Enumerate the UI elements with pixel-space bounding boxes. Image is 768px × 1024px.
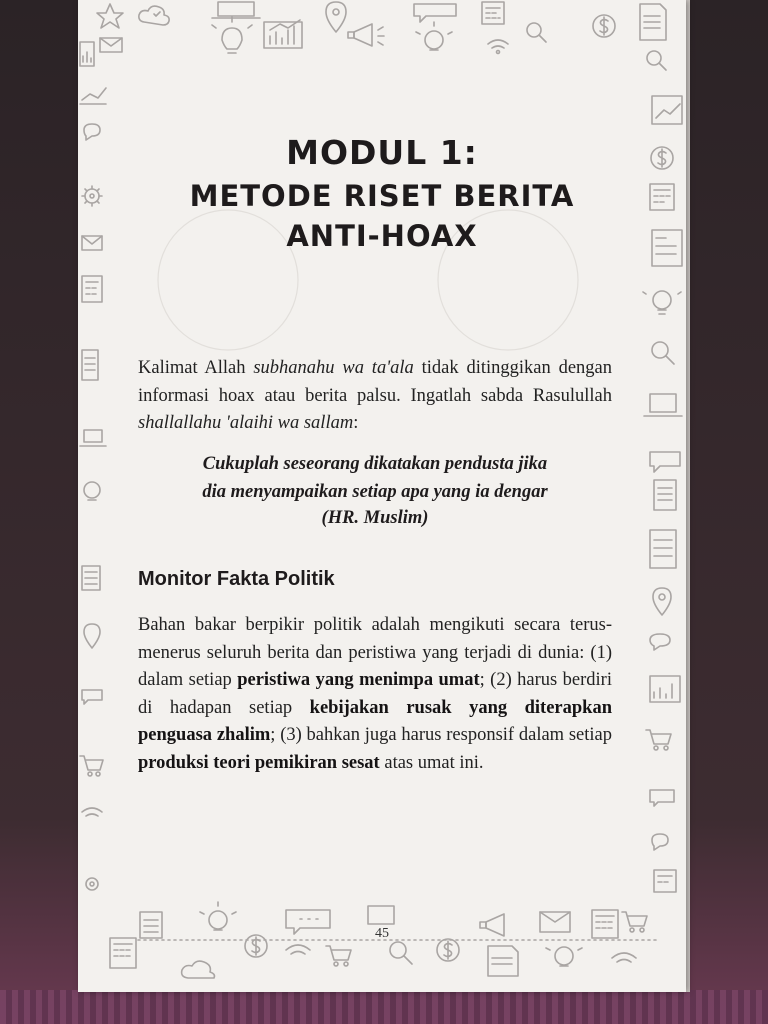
wifi-icon bbox=[488, 40, 508, 54]
quote-source: (HR. Muslim) bbox=[321, 508, 429, 528]
section-bold-3: produksi teori pemikiran sesat bbox=[138, 752, 380, 773]
cloud-icon bbox=[139, 6, 169, 25]
lightbulb-icon bbox=[643, 291, 681, 314]
document-icon bbox=[368, 906, 394, 924]
chart-icon bbox=[80, 42, 94, 66]
speech-bubble-icon bbox=[650, 634, 670, 650]
section-bold-1: peristiwa yang menimpa umat bbox=[237, 670, 480, 690]
gear-icon bbox=[86, 878, 98, 890]
magnifier-icon bbox=[652, 342, 674, 364]
magnifier-icon bbox=[647, 51, 666, 70]
wifi-icon bbox=[82, 808, 102, 816]
document-icon bbox=[650, 530, 676, 568]
intro-paragraph bbox=[138, 355, 612, 438]
book-page bbox=[78, 0, 686, 992]
chart-icon bbox=[264, 20, 302, 48]
quote-line-2: dia menyampaikan setiap apa yang ia dengar bbox=[202, 482, 548, 502]
intro-text-3: : bbox=[353, 413, 359, 433]
location-pin-icon bbox=[326, 2, 346, 32]
laptop-icon bbox=[80, 430, 106, 446]
dollar-icon bbox=[593, 15, 615, 37]
lightbulb-icon bbox=[416, 22, 452, 50]
speech-bubble-icon bbox=[650, 790, 674, 806]
section-bold-2: kebijakan rusak yang diterapkan penguasa zhalim bbox=[138, 697, 612, 745]
laptop-icon bbox=[644, 394, 682, 416]
intro-text-2: tidak ditinggikan dengan informasi hoax atau berita palsu. Ingatlah sabda Rasulullah bbox=[138, 358, 612, 406]
magnifier-icon bbox=[527, 23, 546, 42]
lightbulb-icon bbox=[84, 482, 100, 500]
chart-icon bbox=[650, 676, 680, 702]
dollar-icon bbox=[437, 939, 459, 961]
document-icon bbox=[82, 350, 98, 380]
page-edge bbox=[686, 0, 690, 992]
magnifier-icon bbox=[390, 942, 412, 964]
fabric-background bbox=[0, 990, 768, 1024]
section-heading: Monitor Fakta Politik bbox=[138, 568, 335, 590]
envelope-icon bbox=[100, 38, 122, 52]
megaphone-icon bbox=[348, 24, 384, 46]
title-line-3: ANTI-HOAX bbox=[286, 219, 478, 253]
shopping-cart-icon bbox=[646, 730, 671, 750]
document-icon bbox=[488, 946, 518, 976]
location-pin-icon bbox=[84, 624, 100, 648]
speech-bubble-icon bbox=[82, 690, 102, 704]
section-text-3: ; (3) bahkan juga harus responsif dalam setiap bbox=[270, 725, 613, 745]
document-icon bbox=[82, 566, 100, 590]
star-icon bbox=[97, 4, 123, 28]
title-line-2: METODE RISET BERITA bbox=[189, 179, 575, 213]
laptop-icon bbox=[212, 2, 260, 18]
lightbulb-icon bbox=[546, 947, 582, 966]
speech-bubble-icon bbox=[652, 834, 668, 850]
shopping-cart-icon bbox=[326, 946, 351, 966]
section-text-2: ; (2) harus berdiri di hadapan setiap bbox=[138, 670, 612, 718]
calculator-icon bbox=[654, 870, 676, 892]
shopping-cart-icon bbox=[80, 756, 103, 776]
document-icon bbox=[640, 4, 666, 40]
calculator-icon bbox=[110, 938, 136, 968]
intro-italic-1: subhanahu wa ta'ala bbox=[253, 358, 414, 378]
page-number: 45 bbox=[375, 926, 389, 941]
chart-icon bbox=[80, 88, 106, 104]
quote-line-1: Cukuplah seseorang dikatakan pendusta jika bbox=[202, 454, 548, 474]
intro-italic-2: shallallahu 'alaihi wa sallam bbox=[138, 413, 354, 433]
lightbulb-icon bbox=[212, 17, 252, 53]
cloud-icon bbox=[182, 961, 215, 978]
section-text-1: Bahan bakar berpikir politik adalah mengikuti secara terus-menerus seluruh berita dan peristiwa yang terjadi di dunia: (1) dalam setiap bbox=[138, 615, 612, 690]
calculator-icon bbox=[82, 276, 102, 302]
title-line-1: MODUL 1: bbox=[286, 133, 478, 172]
wifi-icon bbox=[286, 945, 310, 954]
section-text-4: atas umat ini. bbox=[379, 752, 484, 773]
location-pin-icon bbox=[653, 588, 671, 615]
wifi-icon bbox=[612, 953, 636, 962]
document-icon bbox=[654, 480, 676, 510]
chapter-title bbox=[78, 130, 686, 256]
speech-bubble-icon bbox=[650, 452, 680, 472]
section-paragraph bbox=[138, 612, 612, 777]
hadith-quote bbox=[138, 450, 612, 506]
calculator-icon bbox=[482, 2, 504, 24]
speech-bubble-icon bbox=[414, 4, 456, 22]
chart-icon bbox=[652, 96, 682, 124]
intro-text-1: Kalimat Allah bbox=[138, 358, 254, 378]
